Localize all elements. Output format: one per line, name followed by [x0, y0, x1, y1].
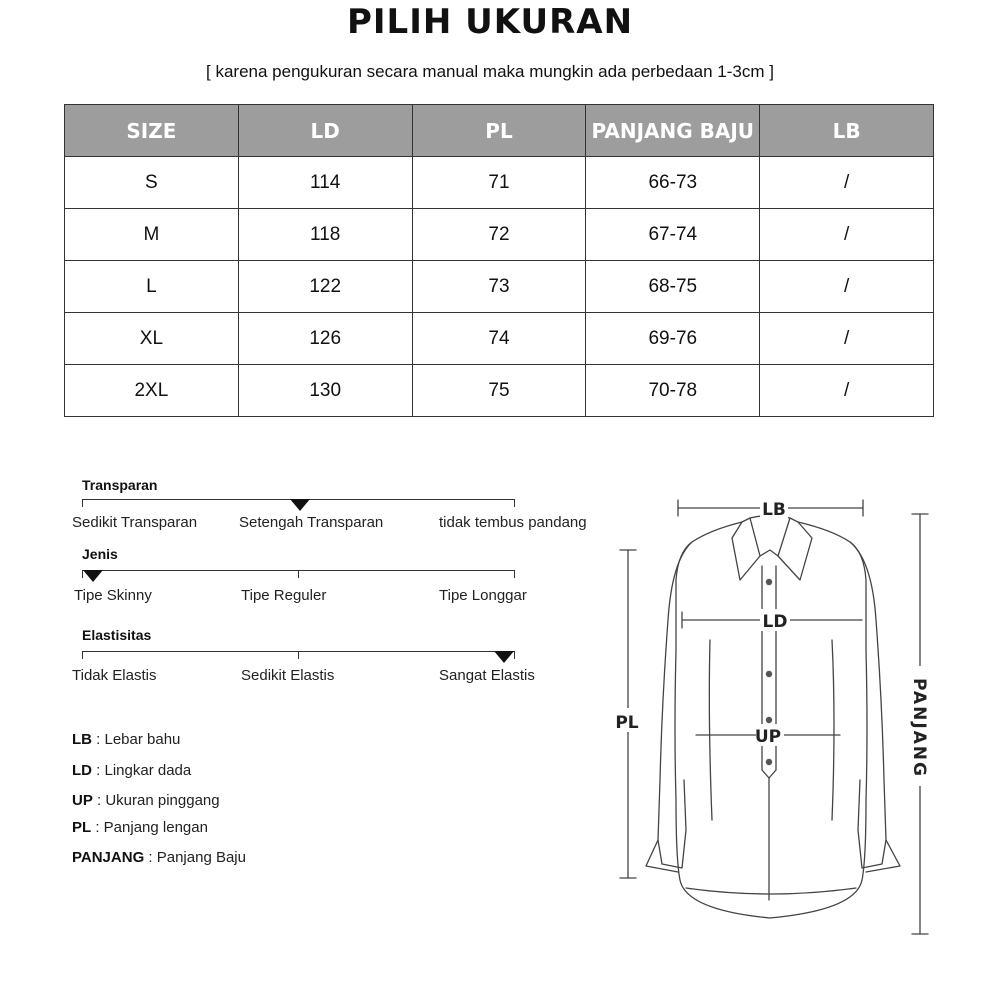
size-table-header-row — [65, 105, 934, 157]
cell-lb: / — [760, 365, 934, 417]
cell-pl: 75 — [412, 365, 586, 417]
cell-ld: 114 — [238, 157, 412, 209]
scale-label: Transparan — [82, 477, 158, 493]
header-ld: LD — [238, 105, 412, 157]
table-row — [65, 365, 934, 417]
legend-desc: : Panjang lengan — [91, 819, 208, 836]
legend-item-pl — [72, 819, 208, 836]
scale-tick — [514, 651, 515, 659]
cell-ld: 122 — [238, 261, 412, 313]
cell-ld: 130 — [238, 365, 412, 417]
legend-key: LB — [72, 731, 92, 748]
table-row — [65, 157, 934, 209]
legend-item-ld — [72, 762, 191, 779]
measurement-note: [ karena pengukuran secara manual maka mungkin ada perbedaan 1-3cm ] — [206, 62, 774, 81]
cell-panjang-baju: 68-75 — [586, 261, 760, 313]
scale-option: Sedikit Transparan — [72, 514, 198, 531]
scale-tick — [514, 499, 515, 507]
legend-key: LD — [72, 762, 92, 779]
scale-marker-icon — [290, 499, 310, 511]
table-row — [65, 261, 934, 313]
scale-option: Tipe Reguler — [241, 587, 327, 604]
scale-elastisitas — [72, 627, 602, 691]
scale-jenis — [72, 546, 602, 610]
cell-lb: / — [760, 261, 934, 313]
legend-key: PANJANG — [72, 849, 145, 866]
header-panjang-baju: PANJANG BAJU — [586, 105, 760, 157]
cell-size: L — [65, 261, 239, 313]
cell-ld: 126 — [238, 313, 412, 365]
dimension-label-up: UP — [754, 727, 782, 747]
legend-desc: : Panjang Baju — [144, 849, 246, 866]
legend-desc: : Ukuran pinggang — [92, 792, 220, 809]
scale-option: tidak tembus pandang — [439, 514, 587, 531]
cell-pl: 73 — [412, 261, 586, 313]
legend-item-up — [72, 792, 220, 809]
page-title: PILIH UKURAN — [346, 2, 634, 42]
cell-size: XL — [65, 313, 239, 365]
legend-desc: : Lebar bahu — [92, 731, 181, 748]
table-row — [65, 313, 934, 365]
scale-marker-icon — [494, 651, 514, 663]
scale-marker-icon — [83, 570, 103, 582]
cell-panjang-baju: 66-73 — [586, 157, 760, 209]
scale-option: Tipe Skinny — [74, 587, 152, 604]
cell-ld: 118 — [238, 209, 412, 261]
dimension-label-pl: PL — [615, 713, 639, 733]
scale-tick — [298, 570, 299, 578]
cell-pl: 74 — [412, 313, 586, 365]
header-pl: PL — [412, 105, 586, 157]
cell-pl: 72 — [412, 209, 586, 261]
scale-option: Tipe Longgar — [439, 587, 527, 604]
dimension-label-ld: LD — [762, 612, 788, 632]
table-row — [65, 209, 934, 261]
shirt-diagram-icon — [600, 480, 940, 950]
scale-label: Elastisitas — [82, 627, 152, 643]
cell-panjang-baju: 69-76 — [586, 313, 760, 365]
scale-label: Jenis — [82, 546, 118, 562]
cell-size: M — [65, 209, 239, 261]
cell-lb: / — [760, 157, 934, 209]
scale-transparan — [72, 477, 602, 541]
scale-tick — [298, 651, 299, 659]
scale-tick — [82, 499, 83, 507]
scale-option: Tidak Elastis — [72, 667, 157, 684]
legend-key: UP — [72, 792, 93, 809]
cell-panjang-baju: 67-74 — [586, 209, 760, 261]
scale-option: Sedikit Elastis — [241, 667, 335, 684]
cell-lb: / — [760, 209, 934, 261]
cell-panjang-baju: 70-78 — [586, 365, 760, 417]
scale-option: Sangat Elastis — [439, 667, 535, 684]
cell-size: S — [65, 157, 239, 209]
scale-tick — [82, 651, 83, 659]
legend-item-lb — [72, 731, 180, 748]
scale-option: Setengah Transparan — [239, 514, 384, 531]
size-table — [64, 104, 934, 417]
header-size: SIZE — [65, 105, 239, 157]
cell-lb: / — [760, 313, 934, 365]
legend-item-panjang — [72, 849, 246, 866]
cell-pl: 71 — [412, 157, 586, 209]
legend-desc: : Lingkar dada — [92, 762, 192, 779]
dimension-label-panjang: PANJANG — [909, 678, 929, 778]
legend-key: PL — [72, 819, 92, 836]
header-lb: LB — [760, 105, 934, 157]
scale-tick — [514, 570, 515, 578]
cell-size: 2XL — [65, 365, 239, 417]
dimension-label-lb: LB — [762, 500, 786, 520]
